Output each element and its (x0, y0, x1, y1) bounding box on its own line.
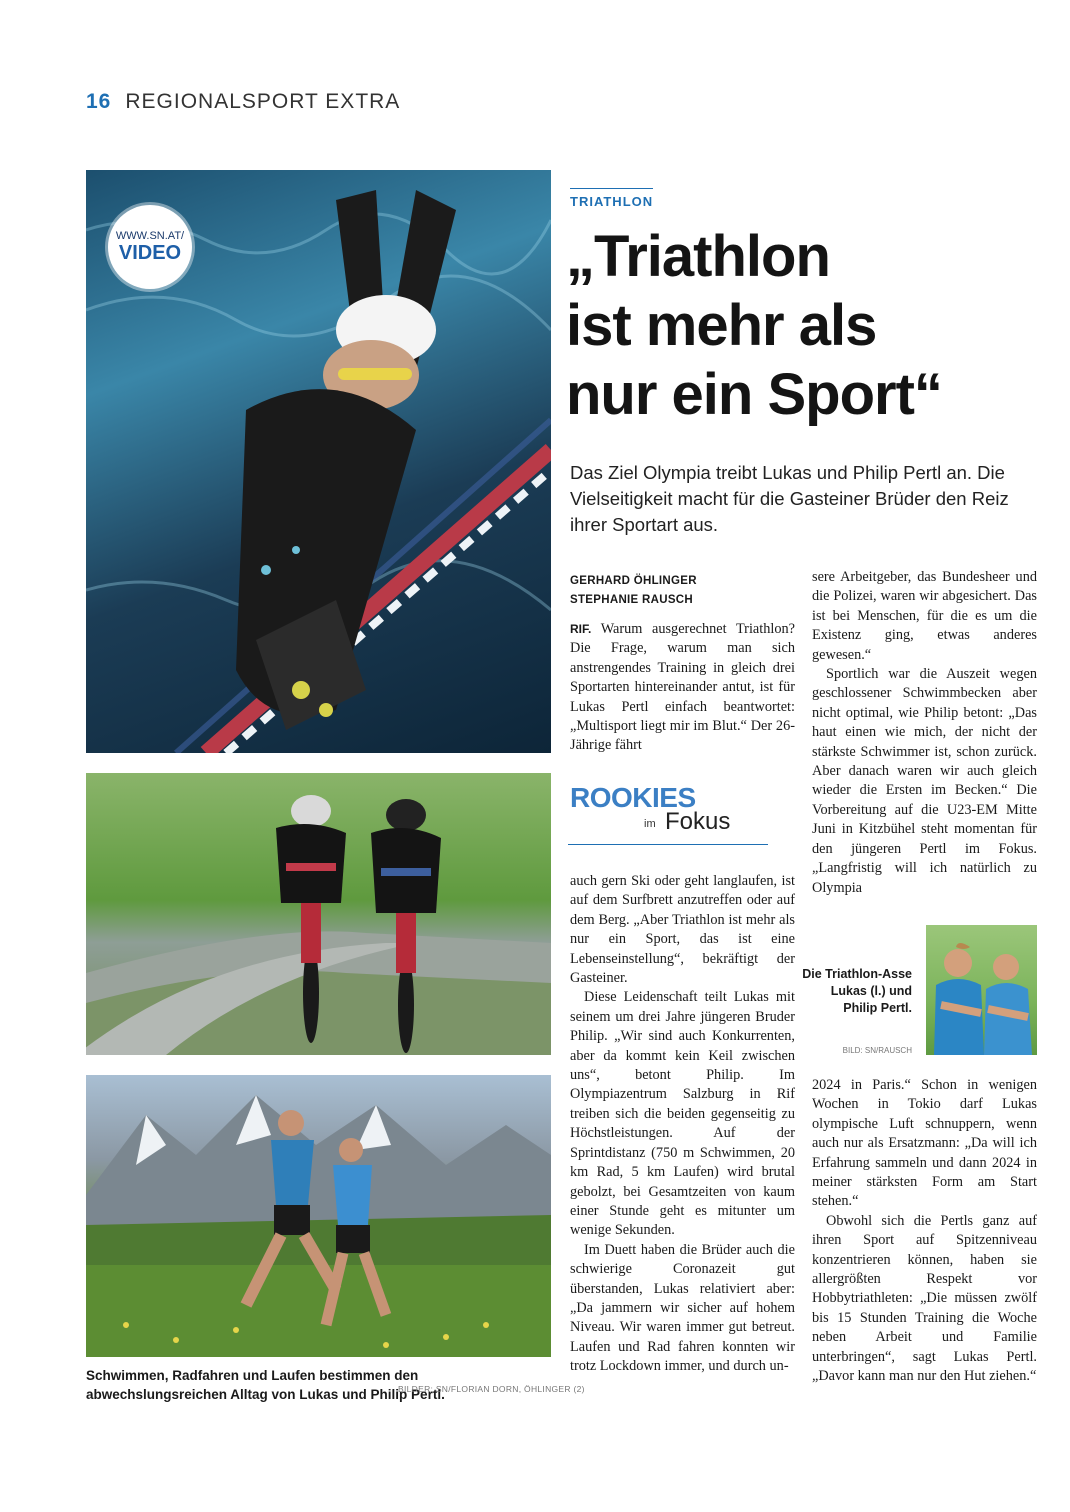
title-line: ist mehr als (566, 293, 877, 358)
body-paragraph: Im Duett haben die Brüder auch die schwierige Coronazeit gut überstanden, Lukas relativiert aber: „Da jammern wir sicher auf hohem Niveau. Wir waren immer gut betreut. Laufen und Rad fahren konnten wir trotz Lockdown immer, und durch un- (570, 1241, 795, 1375)
body-paragraph: 2024 in Paris.“ Schon in wenigen Wochen in Tokio darf Lukas olympische Luft schnuppern, wenn auch nur als Ersatzmann: „Da will ich Erfahrung sammeln und dann 2024 in meiner stärksten Form am Start stehen.“ (812, 1077, 1037, 1210)
article-title (566, 222, 1036, 429)
article-lead: Das Ziel Olympia treibt Lukas und Philip Pertl an. Die Vielseitigkeit macht für die Gasteiner Brüder den Reiz ihrer Sportart aus. (570, 462, 1009, 535)
title-line: „Triathlon (566, 224, 830, 289)
section-title: REGIONALSPORT EXTRA (125, 90, 401, 113)
cyclists-illustration (86, 773, 551, 1055)
photo-credit: BILDER: SN/FLORIAN DORN, ÖHLINGER (2) (398, 1384, 585, 1394)
video-badge[interactable] (108, 205, 192, 289)
rookies-im-fokus-logo (568, 782, 768, 845)
body-paragraph: Diese Leidenschaft teilt Lukas mit seinem um drei Jahre jüngeren Bruder Philip. „Wir sind auch Konkurrenten, aber da kommt kein Keil zwischen uns“, betont Philip. Im Olympiazentrum Salzburg in Rif treiben sich die beiden gegenseitig zu Höchstleistungen. Auf der Sprintdistanz (750 m Schwimmen, 20 km Rad, 5 km Laufen) wird brutal gebolzt, bei Gesamtzeiten von kaum einer Stunde geht es mitunter um wenige Sekunden. (570, 989, 795, 1239)
page-number: 16 (86, 90, 112, 113)
video-url: WWW.SN.AT/ (115, 229, 185, 242)
body-paragraph (570, 620, 795, 756)
author: STEPHANIE RAUSCH (570, 594, 694, 606)
body-paragraph: auch gern Ski oder geht langlaufen, ist auf dem Surfbrett anzutreffen oder auf dem Berg. „Aber Triathlon ist mehr als nur ein Sport, das ist eine Lebenseinstellung“, bekräftigt der Gasteiner. (570, 873, 795, 987)
brothers-illustration (926, 925, 1037, 1055)
runners-illustration (86, 1075, 551, 1357)
photo-caption: Schwimmen, Radfahren und Laufen bestimmen den abwechslungsreichen Alltag von Lukas und Philip Pertl. (86, 1368, 445, 1402)
body-paragraph: Sportlich war die Auszeit wegen geschlossener Schwimmbecken aber nicht optimal, wie Philip betont: „Das haut einen wie mich, der nicht der stärkste Schwimmer ist, schon zurück. Aber danach waren wir auch gleich wieder die Ersten im Becken.“ Die Vorbereitung auf die U23-EM Mitte Juni in Kitzbühel steht momentan für den jüngeren Pertl im Fokus. „Langfristig will ich natürlich zu Olympia (812, 666, 1037, 896)
article-authors (570, 572, 697, 610)
runners-photo (86, 1075, 551, 1357)
article-kicker: TRIATHLON (570, 188, 653, 209)
cyclists-photo (86, 773, 551, 1055)
video-label: VIDEO (118, 241, 182, 264)
body-column-2-bottom (812, 1076, 1037, 1387)
body-paragraph: sere Arbeitgeber, das Bundesheer und die Polizei, waren wir abgesichert. Das ist bei Menschen, für die es um die Existenz ging, etwas anderes gewesen.“ (812, 569, 1037, 663)
side-photo-credit: BILD: SN/RAUSCH (842, 1046, 912, 1055)
body-paragraph: Obwohl sich die Pertls ganz auf ihren Sport auf Spitzenniveau konzentrieren können, haben sie allergrößten Respekt vor Hobbytriathleten: „Die müssen zwölf bis 15 Stunden Training die Woche neben Arbeit und Familie unterbringen“, sagt Lukas Pertl. „Davor kann man nur den Hut ziehen.“ (812, 1212, 1037, 1385)
title-line: nur ein Sport“ (566, 362, 942, 427)
rookies-word: ROOKIES (570, 782, 696, 813)
rookies-fokus: Fokus (665, 808, 731, 835)
page-header (86, 90, 400, 114)
author: GERHARD ÖHLINGER (570, 575, 697, 587)
body-column-2-top (812, 568, 1037, 898)
brothers-photo (926, 925, 1037, 1055)
side-photo-caption: Die Triathlon-Asse Lukas (l.) und Philip Pertl. (802, 967, 912, 1015)
body-column-1-bottom (570, 872, 795, 1377)
body-column-1-top (570, 620, 795, 756)
rookies-im: im (644, 818, 656, 830)
dateline: RIF. (570, 622, 592, 636)
swimmer-photo (86, 170, 551, 753)
body-text: Warum ausgerechnet Triathlon? Die Frage, warum man sich anstrengendes Training in gleich drei Sportarten hintereinander antut, ist für Lukas Pertl einfach beantwortet: „Multisport liegt mir im Blut.“ Der 26-Jährige fährt (570, 621, 795, 754)
